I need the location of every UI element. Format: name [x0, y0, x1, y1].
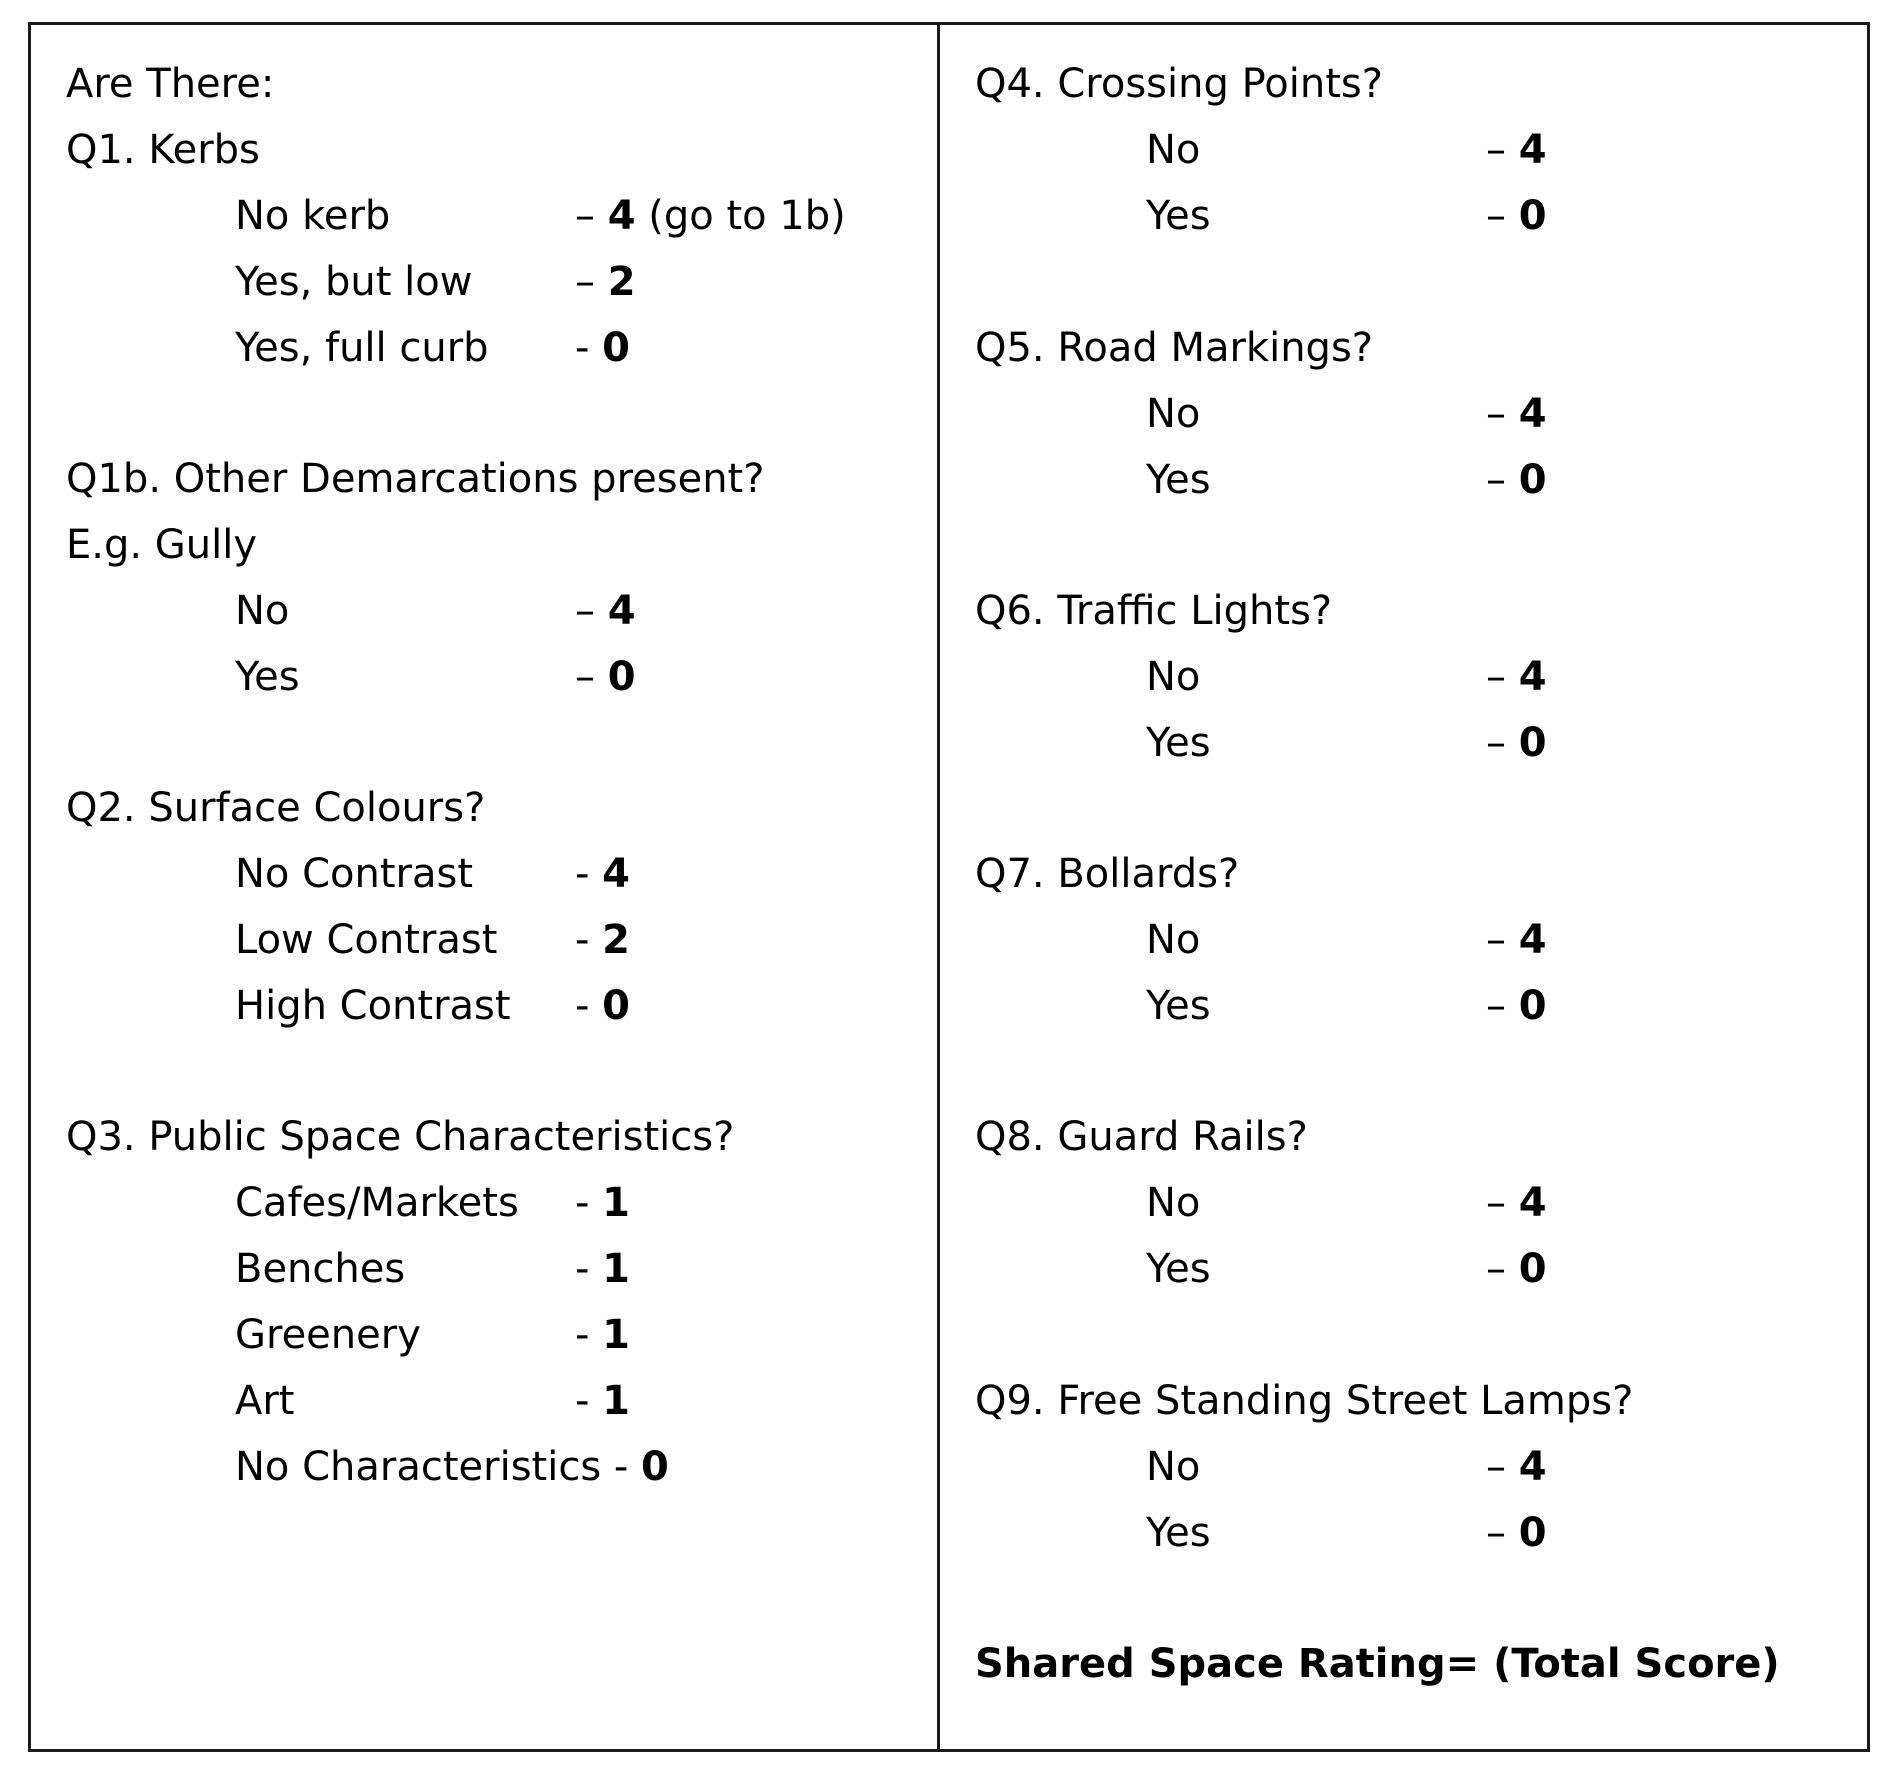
score-value: 1: [602, 1246, 630, 1292]
option-score: [575, 588, 636, 634]
option-dash: –: [1486, 127, 1506, 173]
option-score: [575, 1378, 630, 1424]
score-value: 4: [1518, 917, 1547, 963]
option-score: [575, 1246, 630, 1292]
option-dash: -: [575, 1180, 590, 1226]
score-value: 0: [1518, 1246, 1547, 1292]
score-value: 0: [641, 1444, 669, 1490]
option-note: (go to 1b): [648, 193, 846, 239]
intro-text: Are There:: [66, 61, 275, 107]
option-dash: -: [575, 917, 590, 963]
option-dash: –: [1486, 193, 1506, 239]
score-value: 0: [1518, 983, 1547, 1029]
option-score: [1486, 983, 1547, 1029]
shared-space-rating: Shared Space Rating= (Total Score): [975, 1641, 1780, 1687]
option-dash: -: [575, 851, 590, 897]
score-value: 0: [1518, 193, 1547, 239]
option-score: [1486, 720, 1547, 766]
option-dash: –: [1486, 983, 1506, 1029]
question-title-q2: Q2. Surface Colours?: [66, 785, 486, 831]
option-text: No Characteristics: [235, 1444, 602, 1490]
option-score: [1486, 1180, 1547, 1226]
option-dash: –: [575, 259, 595, 305]
score-value: 4: [1518, 1444, 1547, 1490]
option-label: No Contrast: [235, 851, 474, 897]
option-label: Yes: [1146, 1246, 1211, 1292]
option-label: Yes: [1146, 1510, 1211, 1556]
score-value: 4: [1518, 654, 1547, 700]
question-title-q8: Q8. Guard Rails?: [975, 1114, 1308, 1160]
option-dash: –: [575, 588, 595, 634]
column-divider: [937, 22, 940, 1752]
option-dash: -: [575, 1312, 590, 1358]
option-label: Yes: [235, 654, 300, 700]
option-label: Benches: [235, 1246, 406, 1292]
score-value: 4: [602, 851, 630, 897]
option-dash: -: [575, 325, 590, 371]
option-score: [1486, 127, 1547, 173]
option-dash: -: [575, 1378, 590, 1424]
question-title-q1: Q1. Kerbs: [66, 127, 260, 173]
option-score: [575, 917, 630, 963]
score-value: 4: [607, 193, 636, 239]
option-label: Yes: [1146, 193, 1211, 239]
option-dash: –: [1486, 917, 1506, 963]
option-score: [575, 325, 630, 371]
option-dash: –: [1486, 1180, 1506, 1226]
option-dash: –: [1486, 1444, 1506, 1490]
score-value: 4: [1518, 391, 1547, 437]
option-dash: –: [1486, 1510, 1506, 1556]
score-value: 0: [602, 983, 630, 1029]
option-dash: -: [575, 1246, 590, 1292]
score-value: 2: [607, 259, 636, 305]
score-value: 0: [602, 325, 630, 371]
option-label: Yes, but low: [235, 259, 473, 305]
score-value: 1: [602, 1180, 630, 1226]
question-title-q5: Q5. Road Markings?: [975, 325, 1374, 371]
option-dash: –: [1486, 654, 1506, 700]
option-score: [1486, 654, 1547, 700]
option-label: No: [1146, 654, 1201, 700]
question-title-q9: Q9. Free Standing Street Lamps?: [975, 1378, 1634, 1424]
option-score: [575, 193, 846, 239]
option-dash: -: [613, 1444, 629, 1490]
option-dash: –: [1486, 720, 1506, 766]
option-score: [575, 1312, 630, 1358]
score-value: 1: [602, 1312, 630, 1358]
option-dash: –: [575, 654, 595, 700]
score-value: 4: [1518, 127, 1547, 173]
option-label: No: [1146, 917, 1201, 963]
question-title-q6: Q6. Traffic Lights?: [975, 588, 1333, 634]
option-dash: –: [575, 193, 595, 239]
score-value: 0: [607, 654, 636, 700]
option-label: Art: [235, 1378, 295, 1424]
option-label: Low Contrast: [235, 917, 498, 963]
option-score: [1486, 917, 1547, 963]
option-label: No kerb: [235, 193, 391, 239]
option-score: [1486, 193, 1547, 239]
option-label: No: [1146, 391, 1201, 437]
option-score: [1486, 457, 1547, 503]
score-value: 0: [1518, 720, 1547, 766]
option-score: [1486, 1510, 1547, 1556]
question-title-q4: Q4. Crossing Points?: [975, 61, 1383, 107]
question-title-q1b: Q1b. Other Demarcations present?: [66, 456, 765, 502]
option-label: Yes: [1146, 720, 1211, 766]
option-score: [575, 851, 630, 897]
option-dash: –: [1486, 391, 1506, 437]
option-score: [1486, 1444, 1547, 1490]
question-subtitle-q1b: E.g. Gully: [66, 522, 258, 568]
option-label: No: [235, 588, 290, 634]
option-label: Yes: [1146, 457, 1211, 503]
option-score: [575, 259, 636, 305]
option-score: [1486, 1246, 1547, 1292]
score-value: 1: [602, 1378, 630, 1424]
option-score: [575, 1180, 630, 1226]
option-score: [575, 983, 630, 1029]
score-value: 0: [1518, 1510, 1547, 1556]
option-label: No: [1146, 1444, 1201, 1490]
option-dash: –: [1486, 1246, 1506, 1292]
option-label: Cafes/Markets: [235, 1180, 519, 1226]
option-label: No: [1146, 127, 1201, 173]
question-title-q3: Q3. Public Space Characteristics?: [66, 1114, 735, 1160]
score-value: 2: [602, 917, 630, 963]
option-label: Yes, full curb: [235, 325, 489, 371]
score-value: 4: [607, 588, 636, 634]
score-value: 4: [1518, 1180, 1547, 1226]
option-label: High Contrast: [235, 983, 511, 1029]
option-dash: –: [1486, 457, 1506, 503]
option-score: [575, 654, 636, 700]
option-score: [1486, 391, 1547, 437]
question-title-q7: Q7. Bollards?: [975, 851, 1240, 897]
option-label: Greenery: [235, 1312, 421, 1358]
score-value: 0: [1518, 457, 1547, 503]
option-label: [235, 1444, 669, 1490]
option-label: Yes: [1146, 983, 1211, 1029]
option-dash: -: [575, 983, 590, 1029]
option-label: No: [1146, 1180, 1201, 1226]
